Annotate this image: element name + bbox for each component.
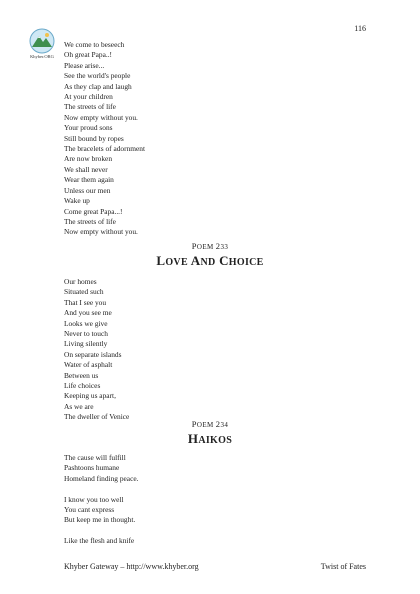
- verse-line: And you see me: [64, 308, 112, 318]
- page-footer: [64, 562, 366, 571]
- verse-line: The bracelets of adornment: [64, 144, 146, 154]
- poem-234-verse: [64, 453, 139, 547]
- verse-line: Situated such: [64, 287, 104, 297]
- poem-232-verse: [64, 40, 145, 238]
- poem-233-title: LOVE AND CHOICE: [156, 253, 264, 268]
- verse-line: Like the flesh and knife: [64, 536, 135, 546]
- verse-line: Looks we give: [64, 318, 108, 328]
- verse-line: Living silently: [64, 339, 108, 349]
- verse-line: The streets of life: [64, 216, 116, 226]
- verse-line: We shall never: [64, 164, 108, 174]
- verse-line: Water of asphalt: [64, 360, 113, 370]
- verse-line: The streets of life: [64, 102, 116, 112]
- verse-line: Never to touch: [64, 329, 108, 339]
- logo: [24, 28, 60, 60]
- verse-line: At your children: [64, 92, 113, 102]
- stanza-break: [64, 484, 139, 494]
- verse-line: That I see you: [64, 297, 107, 307]
- verse-line: Your proud sons: [64, 123, 113, 133]
- verse-line: As we are: [64, 401, 94, 411]
- verse-line: Still bound by ropes: [64, 133, 124, 143]
- verse-line: Oh great Papa..!: [64, 50, 113, 60]
- verse-line: You cant express: [64, 505, 115, 515]
- verse-line: Come great Papa...!: [64, 206, 123, 216]
- verse-line: Now empty without you.: [64, 112, 138, 122]
- poem-233-verse: [64, 277, 129, 423]
- verse-line: Are now broken: [64, 154, 113, 164]
- verse-line: Between us: [64, 370, 99, 380]
- verse-line: I know you too well: [64, 494, 124, 504]
- verse-line: But keep me in thought.: [64, 515, 136, 525]
- verse-line: Now empty without you.: [64, 227, 138, 237]
- poem-233-heading: [0, 241, 420, 269]
- page-number: 116: [354, 24, 366, 33]
- stanza-break: [64, 526, 139, 536]
- verse-line: On separate islands: [64, 349, 122, 359]
- verse-line: Life choices: [64, 381, 101, 391]
- verse-line: The cause will fulfill: [64, 453, 126, 462]
- verse-line: Keeping us apart,: [64, 391, 116, 401]
- verse-line: Unless our men: [64, 185, 111, 195]
- verse-line: Our homes: [64, 277, 97, 286]
- footer-site-link[interactable]: Khyber Gateway – http://www.khyber.org: [64, 562, 199, 571]
- verse-line: Homeland finding peace.: [64, 473, 139, 483]
- verse-line: Pashtoons humane: [64, 463, 120, 473]
- logo-caption: Khyber.ORG: [30, 54, 54, 59]
- poem-234-heading: [0, 419, 420, 447]
- verse-line: Wake up: [64, 196, 90, 206]
- verse-line: The dweller of Venice: [64, 412, 130, 422]
- poem-233-number: POEM 233: [191, 241, 229, 251]
- verse-line: Wear them again: [64, 175, 114, 185]
- verse-line: Please arise...: [64, 60, 105, 70]
- verse-line: We come to beseech: [64, 40, 125, 49]
- poem-234-title: HAIKOS: [187, 431, 233, 446]
- mountain-logo-icon: [29, 28, 55, 54]
- footer-book-title: Twist of Fates: [320, 562, 366, 571]
- poem-234-number: POEM 234: [191, 419, 229, 429]
- verse-line: See the world's people: [64, 71, 131, 81]
- verse-line: As they clap and laugh: [64, 81, 132, 91]
